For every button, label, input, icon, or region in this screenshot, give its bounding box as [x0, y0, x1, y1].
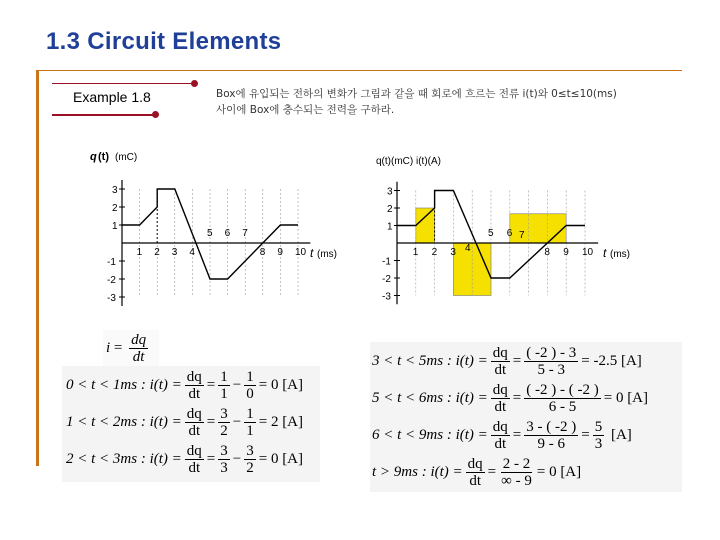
y-tick-label: -2 — [107, 275, 116, 286]
fraction-numerator: 3 — [246, 443, 254, 459]
equation-result: 0 [A] — [267, 451, 304, 467]
x-axis-label-t: t — [310, 246, 314, 260]
x-tick-label: 2 — [431, 247, 438, 258]
x-tick-label: 8 — [259, 247, 266, 258]
equation-row — [66, 443, 303, 476]
problem-line-1: Box에 유입되는 전하의 변화가 그림과 같을 때 회로에 흐르는 전류 i(t)와 0≤t≤10(ms) — [216, 88, 617, 100]
example-underline-top — [52, 83, 194, 84]
x-tick-label: 3 — [171, 247, 178, 258]
problem-statement — [216, 86, 696, 118]
charge-graph — [86, 146, 346, 306]
equation-result: -2.5 [A] — [589, 353, 642, 369]
fraction-denominator: dt — [469, 473, 481, 489]
x-tick-label: 5 — [207, 228, 213, 239]
equals-sign: = — [258, 377, 268, 393]
x-tick-label: 1 — [136, 247, 143, 258]
fraction-denominator: dt — [188, 460, 201, 476]
y-tick-label: -1 — [382, 256, 391, 268]
fraction-numerator: dq — [186, 443, 202, 459]
x-tick-label: 5 — [488, 228, 494, 239]
base-formula — [106, 332, 151, 365]
equation-range: 3 < t < 5ms : — [372, 353, 452, 369]
equation-row — [66, 406, 303, 439]
x-tick-label: 1 — [412, 247, 419, 258]
y-tick-label: 3 — [387, 186, 393, 198]
x-tick-label: 9 — [563, 247, 569, 258]
y-tick-label: 1 — [112, 221, 118, 232]
equals-sign: = — [512, 390, 522, 406]
fraction-numerator: 2 - 2 — [502, 456, 531, 472]
base-lhs: i — [106, 340, 111, 356]
derivative-fraction — [466, 456, 485, 489]
fraction-denominator: 2 — [220, 423, 228, 439]
equals-sign: = — [258, 414, 268, 430]
fraction-numerator: dq — [492, 345, 508, 361]
slope-fraction — [524, 345, 578, 378]
equation-range: 0 < t < 1ms : — [66, 377, 146, 393]
derivative-fraction — [185, 443, 204, 476]
slope-fraction — [524, 419, 578, 452]
left-divider — [36, 70, 39, 466]
x-axis-label-t: t — [603, 246, 607, 260]
example-bullet-bottom — [152, 111, 159, 118]
example-bullet-top — [191, 80, 198, 87]
y-tick-label: 1 — [387, 221, 393, 233]
term-fraction — [244, 443, 256, 476]
equals-sign: = — [512, 427, 522, 443]
y-tick-label: -1 — [107, 257, 116, 268]
x-tick-label: 7 — [242, 228, 248, 239]
base-den: dt — [132, 349, 145, 365]
term-fraction — [218, 443, 230, 476]
equation-row — [372, 419, 632, 452]
fraction-numerator: 1 — [220, 369, 228, 385]
fraction-numerator: 3 — [220, 406, 228, 422]
example-label: Example 1.8 — [73, 89, 151, 105]
fraction-numerator: 1 — [246, 369, 254, 385]
region-label-4: 4 — [465, 243, 471, 254]
y-tick-label: -3 — [107, 293, 116, 304]
equation-row — [372, 456, 581, 489]
fraction-numerator: ( -2 ) - 3 — [526, 345, 577, 361]
fraction-denominator: 9 - 6 — [537, 436, 565, 452]
fraction-denominator: ∞ - 9 — [501, 473, 532, 489]
x-tick-label: 3 — [450, 247, 456, 258]
fraction-denominator: 1 — [246, 423, 254, 439]
derivative-fraction — [491, 419, 510, 452]
y-axis-label-t: (t) — [98, 151, 109, 163]
x-tick-label: 10 — [295, 247, 307, 258]
x-tick-label: 6 — [506, 228, 513, 239]
current-symbol: i(t) = — [451, 390, 488, 406]
current-symbol: i(t) = — [451, 353, 488, 369]
derivative-fraction — [185, 369, 204, 402]
charge-current-graph — [370, 150, 640, 310]
equals-sign: = — [536, 464, 546, 480]
equation-range: 1 < t < 2ms : — [66, 414, 146, 430]
fraction-numerator: dq — [492, 382, 508, 398]
minus-sign: − — [232, 451, 242, 467]
equation-row — [372, 345, 642, 378]
fraction-numerator: 3 - ( -2 ) — [526, 419, 577, 435]
derivative-fraction — [491, 382, 510, 415]
equals-sign: = — [512, 353, 522, 369]
equation-result: 0 [A] — [545, 464, 582, 480]
fraction-denominator: 6 - 5 — [548, 399, 577, 415]
equation-result: [A] — [607, 427, 632, 443]
x-tick-label: 8 — [544, 247, 550, 258]
fraction-numerator: dq — [492, 419, 508, 435]
equals-sign: = — [206, 451, 216, 467]
fraction-denominator: dt — [494, 362, 507, 378]
term-fraction — [218, 406, 230, 439]
equals-sign: = — [206, 414, 216, 430]
y-axis-label-q: q — [90, 151, 97, 163]
fraction-denominator: dt — [494, 399, 507, 415]
equation-range: 5 < t < 6ms : — [372, 390, 452, 406]
x-tick-label: 10 — [582, 247, 594, 258]
minus-sign: − — [232, 377, 242, 393]
fraction-denominator: 3 — [220, 460, 228, 476]
fraction-denominator: 3 — [594, 436, 603, 452]
fraction-denominator: dt — [188, 423, 201, 439]
equals-sign: = — [206, 377, 216, 393]
derivative-fraction — [491, 345, 510, 378]
fraction-denominator: dt — [188, 386, 201, 402]
fraction-numerator: dq — [186, 406, 202, 422]
fraction-numerator: ( -2 ) - ( -2 ) — [526, 382, 599, 398]
current-bar — [416, 208, 435, 243]
x-axis-label-unit: (ms) — [317, 249, 337, 260]
current-symbol: i(t) = — [451, 427, 488, 443]
region-label-7: 7 — [519, 230, 525, 241]
x-tick-label: 6 — [224, 228, 231, 239]
equals-sign: = — [487, 464, 497, 480]
fraction-numerator: 3 — [220, 443, 228, 459]
problem-line-2: 사이에 Box에 충수되는 전력을 구하라. — [216, 104, 395, 116]
base-num: dq — [131, 332, 147, 348]
term-fraction — [218, 369, 230, 402]
current-symbol: i(t) = — [426, 464, 463, 480]
fraction-denominator: 2 — [246, 460, 254, 476]
x-tick-label: 4 — [189, 247, 195, 258]
fraction-denominator: dt — [494, 436, 507, 452]
term-fraction — [244, 406, 256, 439]
slide-title: 1.3 Circuit Elements — [46, 28, 282, 55]
fraction-denominator: 1 — [220, 386, 228, 402]
y-tick-label: 2 — [387, 204, 393, 215]
equals-sign: = — [581, 427, 590, 443]
fraction-numerator: 1 — [246, 406, 254, 422]
current-symbol: i(t) = — [145, 451, 182, 467]
x-tick-label: 9 — [277, 247, 283, 258]
equals-sign: = — [603, 390, 613, 406]
fraction-denominator: 0 — [246, 386, 254, 402]
y-axis-label-unit: (mC) — [115, 152, 138, 163]
base-derivative — [129, 332, 148, 365]
equation-row — [372, 382, 648, 415]
current-symbol: i(t) = — [145, 414, 182, 430]
fraction-numerator: 5 — [594, 419, 603, 435]
minus-sign: − — [232, 414, 242, 430]
slope-fraction — [524, 382, 600, 415]
result-fraction — [593, 419, 605, 452]
equals-sign: = — [258, 451, 268, 467]
fraction-numerator: dq — [186, 369, 202, 385]
y-axis-label: q(t)(mC) i(t)(A) — [376, 156, 441, 167]
equation-result: 0 [A] — [612, 390, 649, 406]
equals-sign: = — [110, 340, 127, 356]
slope-fraction — [499, 456, 534, 489]
equation-row — [66, 369, 303, 402]
y-tick-label: 2 — [112, 203, 118, 214]
y-tick-label: -3 — [382, 291, 391, 303]
term-fraction — [244, 369, 256, 402]
y-tick-label: -2 — [382, 274, 391, 285]
equation-result: 0 [A] — [267, 377, 304, 393]
example-underline-bottom — [52, 114, 156, 116]
x-axis-label-unit: (ms) — [610, 249, 630, 260]
top-divider — [36, 70, 682, 71]
equals-sign: = — [581, 353, 590, 369]
fraction-denominator: 5 - 3 — [537, 362, 565, 378]
equation-result: 2 [A] — [267, 414, 304, 430]
fraction-numerator: dq — [467, 456, 483, 472]
x-tick-label: 2 — [154, 247, 160, 258]
derivative-fraction — [185, 406, 204, 439]
equation-range: t > 9ms : — [372, 464, 427, 480]
current-symbol: i(t) = — [145, 377, 182, 393]
equation-range: 2 < t < 3ms : — [66, 451, 146, 467]
equation-range: 6 < t < 9ms : — [372, 427, 452, 443]
y-tick-label: 3 — [112, 185, 118, 196]
